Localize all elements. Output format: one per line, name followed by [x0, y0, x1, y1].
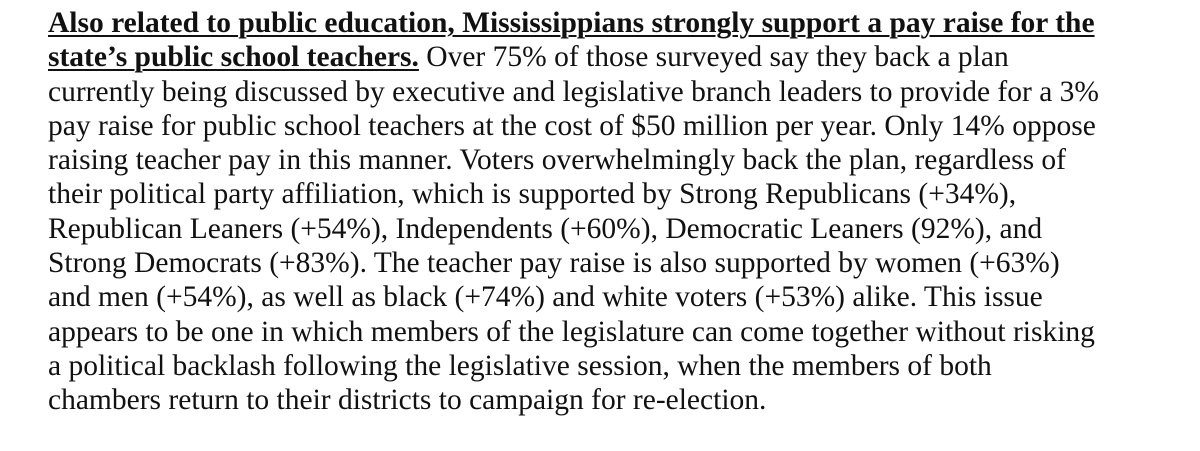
body-text: chambers return to their districts to campaign for re-election. — [48, 384, 767, 417]
document-page — [48, 6, 1168, 418]
text-line — [48, 143, 1168, 177]
body-text: Over 75% of those surveyed say they back a plan — [418, 41, 1009, 74]
body-text: Strong Democrats (+83%). The teacher pay raise is also supported by women (+63%) — [48, 247, 1060, 280]
text-line — [48, 109, 1168, 143]
text-line — [48, 280, 1168, 314]
body-text: currently being discussed by executive and legislative branch leaders to provide for a 3% — [48, 75, 1099, 108]
body-text: Republican Leaners (+54%), Independents (+60%), Democratic Leaners (92%), and — [48, 212, 1043, 245]
text-line — [48, 315, 1168, 349]
bold-underlined-heading-text: Also related to public education, Mississippians strongly support a pay raise for the — [48, 7, 1095, 39]
body-text: appears to be one in which members of the legislature can come together without risking — [48, 315, 1095, 348]
body-paragraph — [48, 6, 1168, 418]
text-line — [48, 177, 1168, 211]
text-line — [48, 75, 1168, 109]
body-text: and men (+54%), as well as black (+74%) and white voters (+53%) alike. This issue — [48, 281, 1043, 314]
text-line — [48, 6, 1168, 40]
bold-underlined-heading-text: state’s public school teachers. — [48, 41, 419, 74]
text-line — [48, 383, 1168, 417]
body-text: a political backlash following the legislative session, when the members of both — [48, 349, 992, 382]
text-line — [48, 40, 1168, 74]
body-text: their political party affiliation, which is supported by Strong Republicans (+34%), — [48, 178, 1017, 211]
text-line — [48, 349, 1168, 383]
body-text: pay raise for public school teachers at the cost of $50 million per year. Only 14% oppose — [48, 109, 1096, 142]
text-line — [48, 246, 1168, 280]
text-line — [48, 212, 1168, 246]
body-text: raising teacher pay in this manner. Voters overwhelmingly back the plan, regardless of — [48, 144, 1067, 177]
